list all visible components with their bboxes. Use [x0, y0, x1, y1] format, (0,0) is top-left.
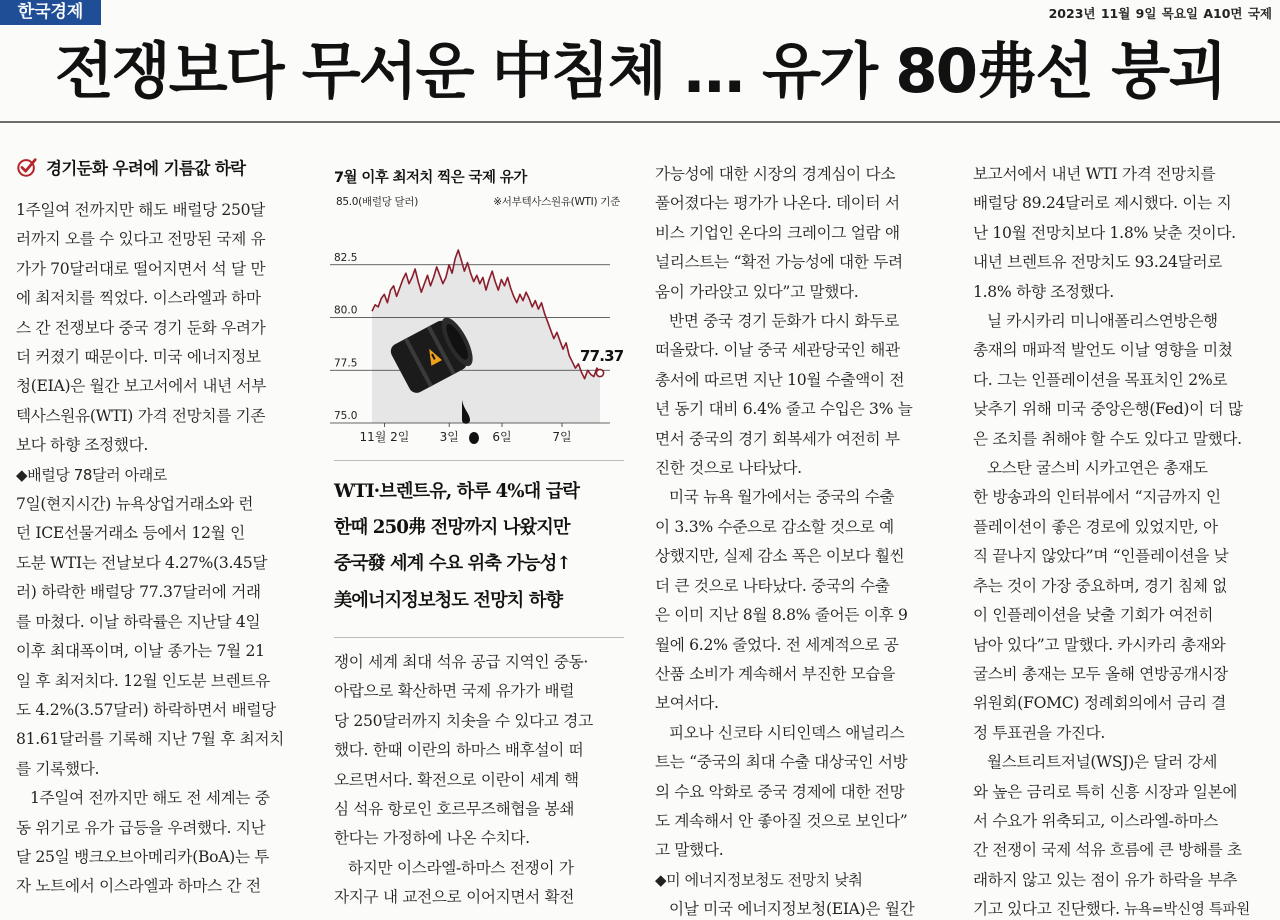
text-line: 동 위기로 유가 급등을 우려했다. 지난 [16, 818, 266, 837]
text-line: 서 수요가 위축되고, 이스라엘-하마스 [973, 811, 1219, 830]
text-line: 오르면서다. 확전으로 이란이 세계 핵 [334, 770, 579, 789]
text-line: 풀어졌다는 평가가 나온다. 데이터 서 [655, 194, 900, 213]
text-line: 닐 카시카리 미니애폴리스연방은행 [987, 312, 1218, 331]
y-tick-label: 80.0 [334, 304, 358, 317]
paragraph [16, 784, 312, 902]
dateline: 2023년 11월 9일 목요일 A10면 국제 [1048, 6, 1272, 21]
text-line: 스 간 전쟁보다 중국 경기 둔화 우려가 [16, 318, 266, 337]
text-line: 트는 “중국의 최대 수출 대상국인 서방 [655, 753, 908, 772]
text-line: 비스 기업인 온다의 크레이그 얼람 애 [655, 223, 900, 242]
y-tick-label: 77.5 [334, 357, 358, 370]
text-line: 더 커졌기 때문이다. 미국 에너지정보 [16, 348, 261, 367]
text-line: 상했지만, 실제 감소 폭은 이보다 훨씬 [655, 547, 905, 566]
text-line: 총서에 따르면 지난 10월 수출액이 전 [655, 370, 905, 389]
text-line: 다. 그는 인플레이션을 목표치인 2%로 [973, 370, 1228, 389]
subheadline: WTI·브렌트유, 하루 4%대 급락 [334, 481, 580, 502]
column-2 [334, 648, 628, 913]
text-line: 낮추기 위해 미국 중앙은행(Fed)이 더 많 [973, 400, 1243, 419]
column-4 [973, 160, 1269, 920]
text-line: 움이 가라앉고 있다”고 말했다. [655, 282, 859, 301]
paragraph [334, 648, 628, 854]
y-tick-label: 82.5 [334, 251, 358, 264]
paragraph [334, 854, 628, 913]
text-line: 이후 최대폭이며, 이날 종가는 7월 21 [16, 642, 265, 661]
text-line: 이 3.3% 수준으로 감소할 것으로 예 [655, 517, 894, 536]
text-line: 직 끝나지 않았다”며 “인플레이션을 낮 [973, 547, 1229, 566]
subheading: ◆배럴당 78달러 아래로 [16, 465, 167, 484]
text-line: 한다는 가정하에 나온 수치다. [334, 829, 530, 848]
oil-price-chart [330, 150, 630, 460]
subheadline: 美에너지정보청도 전망치 하향 [334, 589, 563, 611]
divider [334, 460, 624, 461]
paragraph [973, 307, 1269, 454]
text-line: 던 ICE선물거래소 등에서 12월 인 [16, 524, 245, 543]
text-line: 이 인플레이션을 낮출 기회가 여전히 [973, 606, 1214, 625]
subheading: ◆미 에너지정보청도 전망치 낮춰 [655, 870, 863, 889]
headline: 전쟁보다 무서운 中침체 … 유가 80弗선 붕괴 [54, 36, 1226, 107]
text-line: 1주일여 전까지만 해도 전 세계는 중 [30, 789, 270, 808]
chart-plot [330, 208, 630, 460]
text-line: 보여서다. [655, 694, 719, 713]
text-line: 래하지 않고 있는 점이 유가 하락을 부추 [973, 870, 1238, 889]
text-line: 7일(현지시간) 뉴욕상업거래소와 런 [16, 495, 254, 514]
text-line: 총재의 매파적 발언도 이날 영향을 미쳤 [973, 341, 1233, 360]
last-value-marker [596, 369, 603, 376]
text-line: 를 마쳤다. 이날 하락률은 지난달 4일 [16, 612, 261, 631]
y-tick-label: 75.0 [334, 410, 358, 422]
text-line: 러까지 오를 수 있다고 전망된 국제 유 [16, 230, 266, 249]
text-line: 의 수요 악화로 중국 경제에 대한 전망 [655, 782, 905, 801]
text-line: 보다 하향 조정했다. [16, 436, 149, 455]
text-line: 러) 하락한 배럴당 77.37달러에 거래 [16, 583, 261, 602]
headline-rule [0, 121, 1280, 123]
text-line: 쟁이 세계 최대 석유 공급 지역인 중동· [334, 653, 589, 671]
paragraph [655, 483, 947, 718]
chart-source: ※서부텍사스원유(WTI) 기준 [493, 196, 620, 208]
x-tick-label: 6일 [492, 430, 512, 444]
text-line: 를 기록했다. [16, 759, 100, 778]
text-line: 산품 소비가 계속해서 부진한 모습을 [655, 664, 896, 683]
text-line: 내년 브렌트유 전망치도 93.24달러로 [973, 253, 1223, 272]
text-line: 도 4.2%(3.57달러) 하락하면서 배럴당 [16, 700, 276, 719]
check-icon [16, 156, 38, 178]
text-line: 미국 뉴욕 월가에서는 중국의 수출 [669, 488, 895, 507]
x-tick-label: 11월 2일 [359, 430, 410, 444]
column-3 [655, 160, 947, 920]
text-line: 진한 것으로 나타났다. [655, 459, 802, 478]
text-line: 떠올랐다. 이날 중국 세관당국인 해관 [655, 341, 900, 360]
text-line: 도분 WTI는 전날보다 4.27%(3.45달 [16, 553, 268, 572]
text-line: 보고서에서 내년 WTI 가격 전망치를 [973, 165, 1216, 183]
text-line: 심 석유 항로인 호르무즈해협을 봉쇄 [334, 800, 575, 819]
paragraph [973, 748, 1269, 920]
text-line: 가능성에 대한 시장의 경계심이 다소 [655, 165, 896, 183]
text-line: 청(EIA)은 월간 보고서에서 내년 서부 [16, 377, 267, 396]
text-line: 81.61달러를 기록해 지난 7월 후 최저치 [16, 730, 284, 749]
text-line: 가가 70달러대로 떨어지면서 석 달 만 [16, 259, 266, 278]
chart-unit-label: 85.0(배럴당 달러) [336, 196, 419, 208]
subheadline: 중국發 세계 수요 위축 가능성↑ [334, 553, 571, 575]
byline: 뉴욕=박신영 특파원 [1119, 902, 1250, 919]
text-line: 위원회(FOMC) 정례회의에서 금리 결 [973, 694, 1227, 713]
text-line: 이날 미국 에너지정보청(EIA)은 월간 [669, 900, 915, 919]
text-line: 정 투표권을 가진다. [973, 723, 1106, 742]
text-line: 난 10월 전망치보다 1.8% 낮춘 것이다. [973, 223, 1236, 242]
text-line: 월스트리트저널(WSJ)은 달러 강세 [987, 753, 1218, 772]
text-line: 와 높은 금리로 특히 신흥 시장과 일본에 [973, 782, 1238, 801]
text-line: 1주일여 전까지만 해도 배럴당 250달 [16, 201, 266, 219]
oil-drop-icon [469, 432, 479, 444]
text-line: 반면 중국 경기 둔화가 다시 화두로 [669, 312, 899, 331]
text-line: 남아 있다”고 말했다. 카시카리 총재와 [973, 635, 1226, 654]
column-1 [16, 150, 312, 902]
text-line: 도 계속해서 안 좋아질 것으로 보인다” [655, 811, 908, 830]
text-line: 했다. 한때 이란의 하마스 배후설이 떠 [334, 741, 584, 760]
text-line: 일 후 최저치다. 12월 인도분 브렌트유 [16, 671, 270, 690]
text-line: 달 25일 뱅크오브아메리카(BoA)는 투 [16, 847, 270, 866]
paragraph [655, 719, 947, 866]
text-line: 고 말했다. [655, 841, 724, 860]
text-line: 한 방송과의 인터뷰에서 “지금까지 인 [973, 488, 1221, 507]
text-line: 오스탄 굴스비 시카고연은 총재도 [987, 459, 1208, 478]
kicker-text: 경기둔화 우려에 기름값 하락 [46, 159, 246, 178]
text-line: 당 250달러까지 치솟을 수 있다고 경고 [334, 711, 593, 730]
text-line: 배럴당 89.24달러로 제시했다. 이는 지 [973, 194, 1232, 213]
text-line: 플레이션이 좋은 경로에 있었지만, 아 [973, 517, 1218, 536]
divider [334, 637, 624, 638]
text-line: 널리스트는 “확전 가능성에 대한 두려 [655, 253, 903, 272]
x-tick-label: 3일 [439, 430, 459, 444]
text-line: 1.8% 하향 조정했다. [973, 282, 1114, 301]
text-line: 면서 중국의 경기 회복세가 여전히 부 [655, 429, 900, 448]
text-line: 간 전쟁이 국제 석유 흐름에 큰 방해를 초 [973, 841, 1242, 860]
text-line: 기고 있다고 진단했다. 뉴욕=박신영 특파원 [973, 900, 1250, 919]
text-line: 자지구 내 교전으로 이어지면서 확전 [334, 888, 575, 907]
subheadline: 한때 250弗 전망까지 나왔지만 [334, 517, 570, 539]
last-value-label: 77.37 [580, 346, 624, 365]
text-line: 굴스비 총재는 모두 올해 연방공개시장 [973, 664, 1228, 683]
text-line: 은 이미 지난 8월 8.8% 줄어든 이후 9 [655, 606, 908, 625]
paragraph [973, 160, 1269, 307]
text-line: 에 최저치를 찍었다. 이스라엘과 하마 [16, 289, 261, 308]
paragraph [16, 196, 312, 461]
subheadline-block [334, 474, 630, 619]
x-tick-label: 7일 [552, 430, 572, 444]
text-line: 년 동기 대비 6.4% 줄고 수입은 3% 늘 [655, 400, 913, 419]
text-line: 하지만 이스라엘-하마스 전쟁이 가 [348, 858, 574, 877]
kicker [16, 150, 312, 184]
paragraph [973, 454, 1269, 748]
text-line: 텍사스원유(WTI) 가격 전망치를 기존 [16, 406, 266, 425]
paragraph [16, 490, 312, 784]
chart-title: 7월 이후 최저치 찍은 국제 유가 [334, 170, 527, 186]
text-line: 더 큰 것으로 나타났다. 중국의 수출 [655, 576, 890, 595]
paragraph [655, 160, 947, 307]
paragraph [655, 307, 947, 483]
text-line: 피오나 신코타 시티인덱스 애널리스 [669, 723, 905, 742]
paragraph [655, 895, 947, 920]
text-line: 은 조치를 취해야 할 수도 있다고 말했다. [973, 429, 1242, 448]
text-line: 월에 6.2% 줄었다. 전 세계적으로 공 [655, 635, 899, 654]
text-line: 추는 것이 가장 중요하며, 경기 침체 없 [973, 576, 1228, 595]
newspaper-logo: 한국경제 [0, 0, 101, 25]
text-line: 아랍으로 확산하면 국제 유가가 배럴 [334, 682, 575, 701]
text-line: 자 노트에서 이스라엘과 하마스 간 전 [16, 877, 261, 896]
